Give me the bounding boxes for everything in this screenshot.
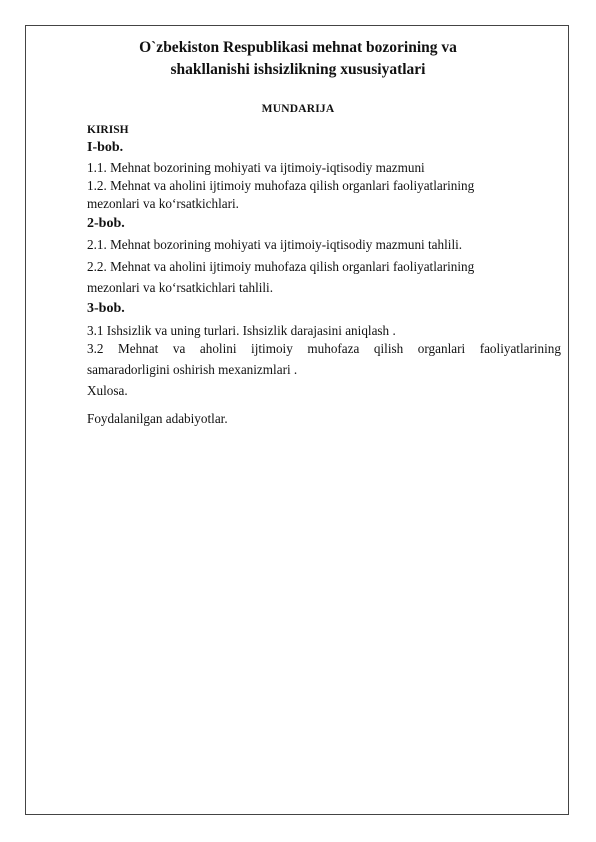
toc-intro: KIRISH — [87, 124, 129, 136]
toc-references: Foydalanilgan adabiyotlar. — [87, 411, 228, 426]
toc-item-1-1: 1.1. Mehnat bozorining mohiyati va ijtimoiy-iqtisodiy mazmuni — [87, 160, 425, 175]
toc-item-3-2-line1: 3.2 Mehnat va aholini ijtimoiy muhofaza qilish organlari faoliyatlarining — [87, 341, 561, 356]
document-title — [60, 37, 536, 81]
toc-item-2-2-line2: mezonlari va ko‘rsatkichlari tahlili. — [87, 280, 274, 295]
toc-item-2-1: 2.1. Mehnat bozorining mohiyati va ijtimoiy-iqtisodiy mazmuni tahlili. — [87, 237, 463, 252]
toc-item-2-2-line1: 2.2. Mehnat va aholini ijtimoiy muhofaza qilish organlari faoliyatlarining — [87, 259, 475, 274]
chapter1-heading: I-bob. — [87, 140, 124, 155]
toc-item-3-1: 3.1 Ishsizlik va uning turlari. Ishsizlik darajasini aniqlash . — [87, 323, 396, 338]
title-line-2: shakllanishi ishsizlikning xususiyatlari — [170, 61, 426, 78]
title-line-1: O`zbekiston Respublikasi mehnat bozorining va — [139, 39, 457, 56]
chapter3-heading: 3-bob. — [87, 301, 125, 316]
toc-heading: MUNDARIJA — [261, 103, 335, 115]
toc-conclusion: Xulosa. — [87, 383, 128, 398]
chapter2-heading: 2-bob. — [87, 216, 125, 231]
toc-item-1-2-line1: 1.2. Mehnat va aholini ijtimoiy muhofaza qilish organlari faoliyatlarining — [87, 178, 475, 193]
toc-item-1-2-line2: mezonlari va ko‘rsatkichlari. — [87, 196, 239, 211]
toc-item-3-2-line2: samaradorligini oshirish mexanizmlari . — [87, 362, 298, 377]
